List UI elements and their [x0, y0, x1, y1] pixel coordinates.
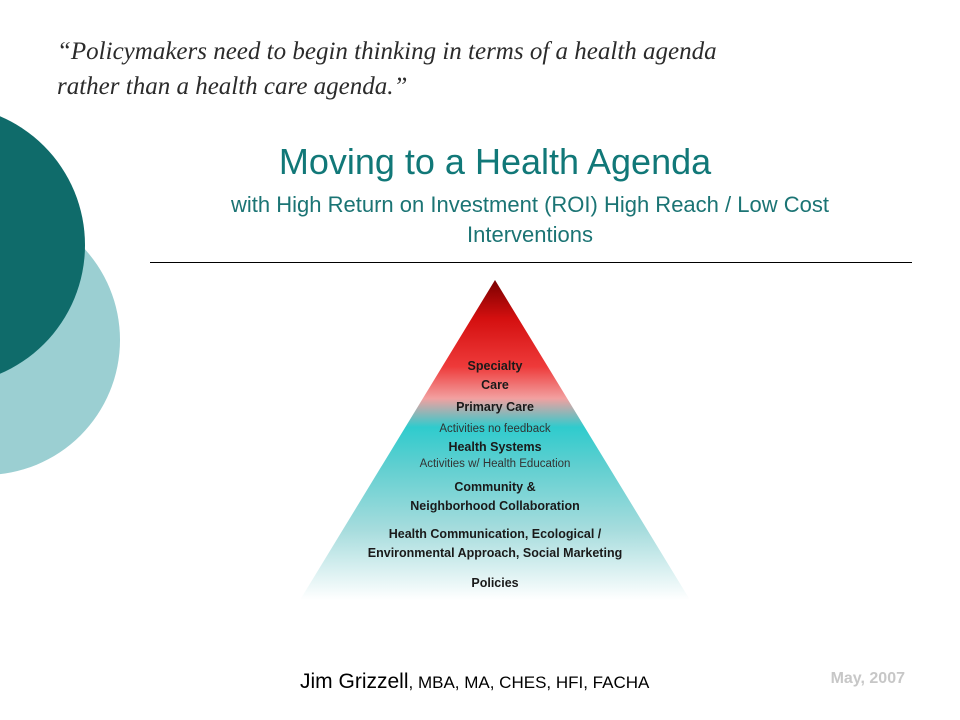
title-divider: [150, 262, 912, 263]
community-line-1: Community &: [454, 480, 536, 494]
community-label: [300, 478, 690, 516]
quote-line-1: “Policymakers need to begin thinking in terms of a health agenda: [57, 38, 717, 65]
page-subtitle: with High Return on Investment (ROI) High Reach / Low Cost Interventions: [231, 192, 829, 247]
author-credentials: , MBA, MA, CHES, HFI, FACHA: [408, 673, 650, 692]
activities-no-feedback-label: Activities no feedback: [439, 423, 551, 435]
quote-line-2: rather than a health care agenda.”: [57, 73, 408, 100]
specialty-care-label: [300, 357, 690, 395]
author-name: Jim Grizzell: [300, 670, 409, 693]
health-communication-line-1: Health Communication, Ecological /: [388, 527, 602, 541]
health-systems-label: Health Systems: [448, 440, 542, 454]
specialty-care-line-2: Care: [481, 378, 509, 392]
primary-care-label: Primary Care: [456, 400, 534, 414]
policies-label: Policies: [471, 576, 519, 590]
presentation-date: May, 2007: [830, 670, 905, 687]
health-communication-label: [300, 525, 690, 563]
author-line: [300, 670, 649, 694]
decorative-circles: [0, 0, 130, 720]
health-communication-line-2: Environmental Approach, Social Marketing: [367, 546, 623, 560]
specialty-care-line-1: Specialty: [467, 359, 523, 373]
quote: [57, 34, 737, 104]
page-title: Moving to a Health Agenda: [278, 141, 712, 182]
activities-education-label: Activities w/ Health Education: [419, 458, 571, 470]
community-line-2: Neighborhood Collaboration: [410, 499, 580, 513]
